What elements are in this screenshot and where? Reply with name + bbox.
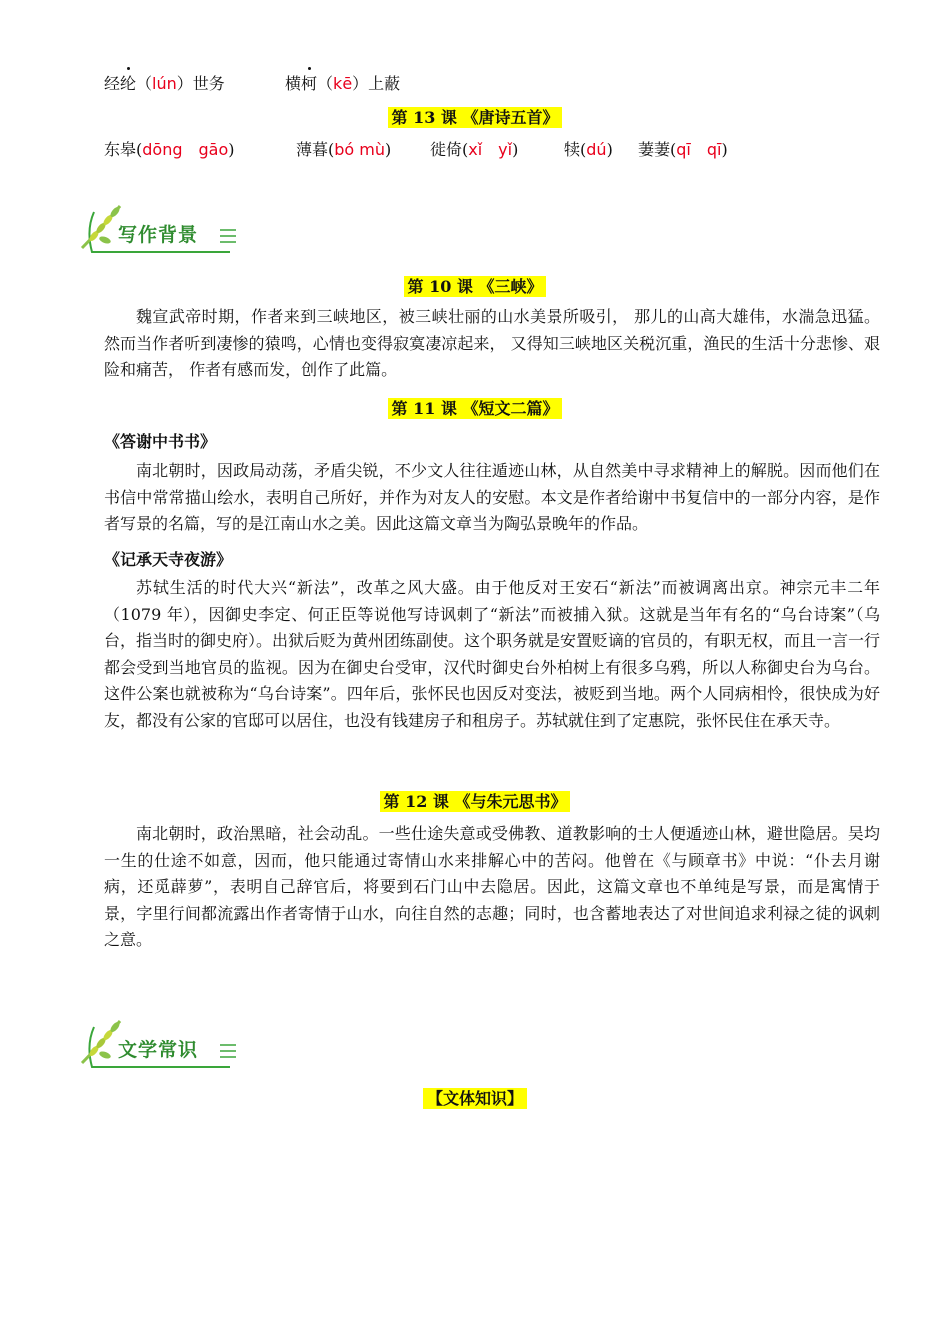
dazxzs-paragraph: 南北朝时，因政局动荡，矛盾尖锐，不少文人往往遁迹山林，从自然美中寻求精神上的解脱。因而他们在书信中常常描山绘水，表明自己所好，并作为对友人的安慰。本文是作者给谢中书复信中的一部分内容，是作者写景的名篇，写的是江南山水之美。因此这篇文章当为陶弘景晚年的作品。 [104,461,880,533]
dotted-char: 纶 [120,72,136,96]
lesson12-heading: 第 12 课 《与朱元思书》 [0,790,950,814]
lesson12-paragraph: 南北朝时，政治黑暗，社会动乱。一些仕途失意或受佛教、道教影响的士人便遁迹山林，避世隐居。吴均一生的仕途不如意，因而，他只能通过寄情山水来排解心中的苦闷。他曾在《与顾章书》中说：“仆去月谢病，还觅薜萝”，表明自己辞官后，将要到石门山中去隐居。因此，这篇文章也不单纯是写景，而是寓情于景，字里行间都流露出作者寄情于山水，向往自然的志趣；同时，也含蓄地表达了对世间追求利禄之徒的讽刺之意。 [104,824,880,949]
word-text: 经 [104,74,121,93]
genre-knowledge-heading: 【文体知识】 [0,1087,950,1111]
pinyin-row-1: 经纶（lún）世务 横柯（kē）上蔽 [104,72,400,96]
literary-knowledge-badge [80,1015,240,1075]
lesson13-heading: 第 13 课 《唐诗五首》 [0,106,950,130]
pinyin-item: 薄暮(bó mù) [296,140,392,159]
writing-background-badge [80,200,240,260]
dotted-char: 柯 [301,72,317,96]
jctsyy-paragraph: 苏轼生活的时代大兴“新法”，改革之风大盛。由于他反对王安石“新法”而被调离出京。神宗元丰二年（1079 年），因御史李定、何正臣等说他写诗讽刺了“新法”而被捕入狱。这就是当年有名的“乌台诗案”（乌台，指当时的御史府）。出狱后贬为黄州团练副使。这个职务就是安置贬谪的官员的，有职无权，而且一言一行都会受到当地官员的监视。因为在御史台受审，汉代时御史台外柏树上有很多乌鸦，所以人称御史台为乌台。这件公案也就被称为“乌台诗案”。四年后，张怀民也因反对变法，被贬到当地。两个人同病相怜，很快成为好友，都没有公家的官邸可以居住，也没有钱建房子和租房子。苏轼就住到了定惠院，张怀民住在承天寺。 [104,578,881,730]
badge-label: 文学常识 [118,1039,199,1061]
pinyin-item: 东皋(dōng gāo) [104,140,235,159]
word-text: 上蔽 [368,74,401,93]
pinyin-item: 萋萋(qī qī) [638,140,728,159]
word-text: 横 [285,74,302,93]
word-text: 世务 [192,74,225,93]
lesson11-heading: 第 11 课 《短文二篇》 [0,397,950,421]
lesson10-heading: 第 10 课 《三峡》 [0,275,950,299]
subtitle-jctsyy: 《记承天寺夜游》 [104,550,233,569]
badge-label: 写作背景 [118,224,199,246]
subtitle-dazxzs: 《答谢中书书》 [104,432,217,451]
pinyin-text: lún [152,74,177,93]
pinyin-item: 犊(dú) [564,140,613,159]
pinyin-item: 徙倚(xǐ yǐ) [430,140,519,159]
pinyin-text: kē [333,74,353,93]
lesson10-paragraph: 魏宣武帝时期，作者来到三峡地区，被三峡壮丽的山水美景所吸引， 那儿的山高大雄伟，水湍急迅猛。 然而当作者听到凄惨的猿鸣，心情也变得寂寞凄凉起来， 又得知三峡地区关税沉重，渔民的生活十分悲惨、艰险和痛苦， 作者有感而发，创作了此篇。 [104,307,880,379]
